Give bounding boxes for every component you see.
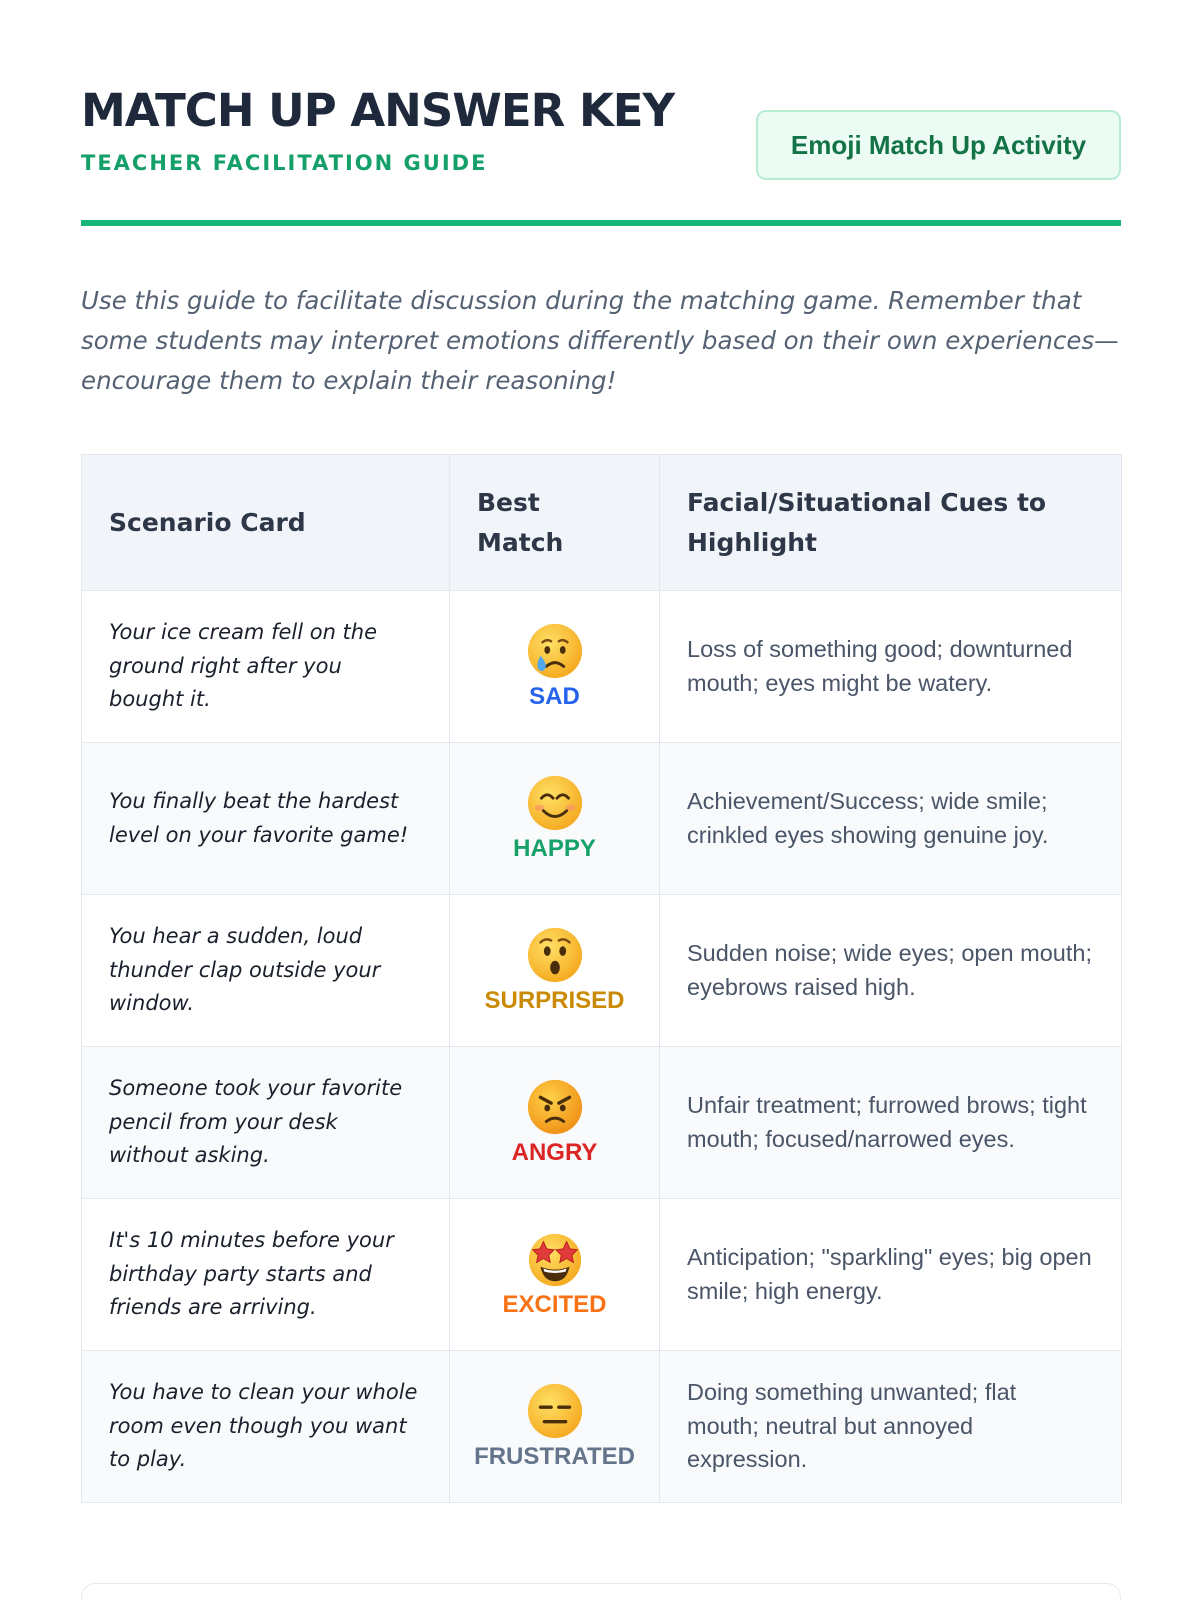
scenario-cell bbox=[82, 1199, 450, 1351]
emotion-label: HAPPY bbox=[513, 834, 596, 862]
scenario-text: Someone took your favorite pencil from your desk without asking. bbox=[109, 1076, 403, 1168]
best-match-cell bbox=[450, 895, 660, 1047]
table-row bbox=[82, 1047, 1122, 1199]
table-header-row bbox=[82, 455, 1122, 591]
scenario-cell bbox=[82, 591, 450, 743]
table-row bbox=[82, 895, 1122, 1047]
scenario-text: Your ice cream fell on the ground right after you bought it. bbox=[109, 620, 378, 712]
next-section-card bbox=[81, 1583, 1121, 1600]
scenario-cell bbox=[82, 1351, 450, 1503]
header-cues bbox=[660, 455, 1122, 591]
cues-text: Loss of something good; downturned mouth; eyes might be watery. bbox=[687, 636, 1073, 696]
header-scenario-card: Scenario Card bbox=[82, 455, 450, 591]
header-divider bbox=[81, 220, 1121, 226]
best-match-cell bbox=[450, 1199, 660, 1351]
header-cues-label: Facial/Situational Cues to Highlight bbox=[687, 487, 1047, 557]
header-best-match-label: Best Match bbox=[477, 487, 564, 557]
smiling-face-icon bbox=[526, 774, 584, 832]
cues-cell bbox=[660, 1047, 1122, 1199]
page-subtitle: TEACHER FACILITATION GUIDE bbox=[81, 151, 488, 175]
answer-key-page bbox=[81, 0, 1121, 1473]
scenario-cell bbox=[82, 895, 450, 1047]
table-row bbox=[82, 1351, 1122, 1503]
best-match-cell bbox=[450, 1047, 660, 1199]
emotion-label: SURPRISED bbox=[484, 986, 625, 1014]
best-match-cell bbox=[450, 1351, 660, 1503]
answer-key-table bbox=[81, 454, 1122, 1503]
page-title: MATCH UP ANSWER KEY bbox=[81, 84, 675, 137]
table-row bbox=[82, 591, 1122, 743]
cues-cell bbox=[660, 1351, 1122, 1503]
cues-cell bbox=[660, 743, 1122, 895]
best-match-cell bbox=[450, 743, 660, 895]
page-header bbox=[81, 0, 1121, 228]
cues-text: Anticipation; "sparkling" eyes; big open smile; high energy. bbox=[687, 1244, 1092, 1304]
header-best-match bbox=[450, 455, 660, 591]
scenario-text: You have to clean your whole room even though you want to play. bbox=[109, 1380, 418, 1472]
activity-badge: Emoji Match Up Activity bbox=[756, 110, 1121, 180]
scenario-cell bbox=[82, 743, 450, 895]
cues-text: Sudden noise; wide eyes; open mouth; eyebrows raised high. bbox=[687, 940, 1092, 1000]
cues-cell bbox=[660, 895, 1122, 1047]
table-row bbox=[82, 1199, 1122, 1351]
scenario-cell bbox=[82, 1047, 450, 1199]
intro-text: Use this guide to facilitate discussion during the matching game. Remember that some students may interpret emotions differently based on their own experiences—encourage them to explain their reasoning! bbox=[81, 286, 1119, 395]
crying-face-icon bbox=[526, 622, 584, 680]
cues-cell bbox=[660, 591, 1122, 743]
emotion-label: ANGRY bbox=[511, 1138, 598, 1166]
table-row bbox=[82, 743, 1122, 895]
emotion-label: FRUSTRATED bbox=[474, 1442, 635, 1470]
angry-face-icon bbox=[526, 1078, 584, 1136]
expressionless-face-icon bbox=[526, 1382, 584, 1440]
cues-cell bbox=[660, 1199, 1122, 1351]
emotion-label: EXCITED bbox=[502, 1290, 607, 1318]
best-match-cell bbox=[450, 591, 660, 743]
cues-text: Achievement/Success; wide smile; crinkled eyes showing genuine joy. bbox=[687, 788, 1049, 848]
surprised-face-icon bbox=[526, 926, 584, 984]
scenario-text: You finally beat the hardest level on your favorite game! bbox=[109, 789, 409, 847]
cues-text: Doing something unwanted; flat mouth; neutral but annoyed expression. bbox=[687, 1379, 1017, 1473]
emotion-label: SAD bbox=[529, 682, 580, 710]
scenario-text: You hear a sudden, loud thunder clap outside your window. bbox=[109, 924, 381, 1016]
star-struck-face-icon bbox=[525, 1230, 585, 1288]
cues-text: Unfair treatment; furrowed brows; tight mouth; focused/narrowed eyes. bbox=[687, 1092, 1087, 1152]
scenario-text: It's 10 minutes before your birthday party starts and friends are arriving. bbox=[109, 1228, 394, 1320]
